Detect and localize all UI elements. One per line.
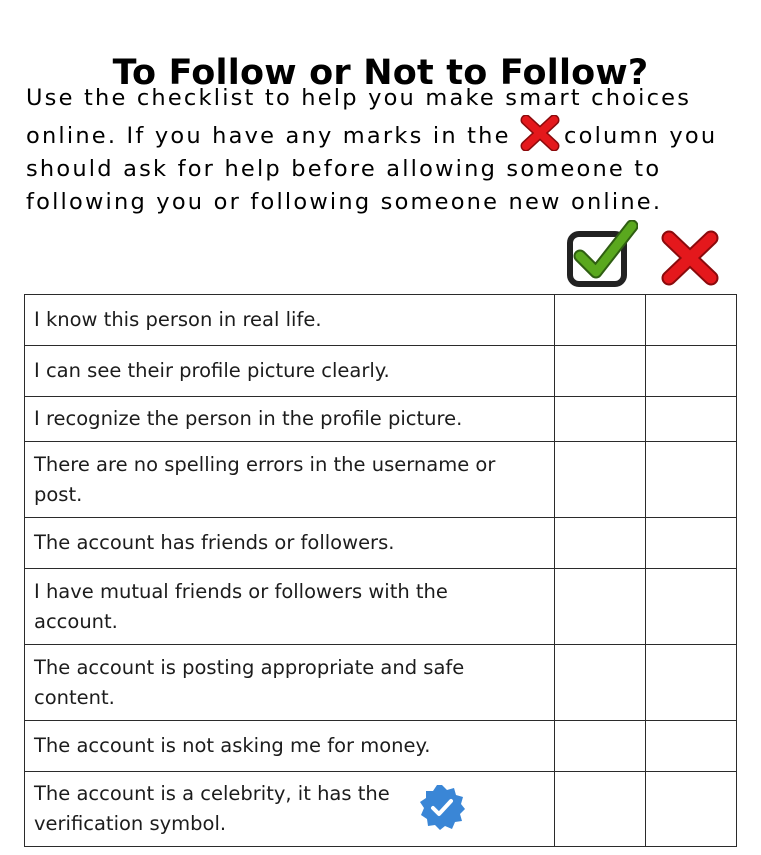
checklist-table: [24, 294, 737, 847]
table-row: [25, 645, 737, 721]
statement-text-line-1: There are no spelling errors in the username or: [34, 452, 496, 476]
yes-checkbox-cell[interactable]: [555, 518, 646, 569]
statement-text: I can see their profile picture clearly.: [34, 359, 390, 382]
statement-text-line-2: content.: [34, 685, 115, 709]
statement-cell: [25, 346, 555, 397]
yes-checkbox-cell[interactable]: [555, 397, 646, 442]
statement-text-line-2: verification symbol.: [34, 812, 227, 835]
statement-text: The account is not asking me for money.: [34, 734, 431, 757]
statement-text-line-2: post.: [34, 482, 83, 506]
intro-line-2: [26, 115, 756, 153]
verified-badge-icon: [418, 783, 466, 831]
yes-checkbox-cell[interactable]: [555, 346, 646, 397]
statement-text: I recognize the person in the profile picture.: [34, 407, 463, 430]
yes-checkbox-cell[interactable]: [555, 645, 646, 721]
table-row: [25, 772, 737, 847]
no-checkbox-cell[interactable]: [646, 295, 737, 346]
statement-cell: [25, 569, 555, 645]
yes-checkbox-cell[interactable]: [555, 295, 646, 346]
yes-checkbox-cell[interactable]: [555, 772, 646, 847]
statement-cell: [25, 772, 555, 847]
no-checkbox-cell[interactable]: [646, 442, 737, 518]
page-title: To Follow or Not to Follow?: [112, 53, 649, 94]
no-checkbox-cell[interactable]: [646, 645, 737, 721]
statement-text-line-1: The account is posting appropriate and safe: [34, 655, 465, 679]
statement-cell: [25, 721, 555, 772]
statement-text-line-1: The account is a celebrity, it has the: [34, 782, 390, 805]
no-checkbox-cell[interactable]: [646, 569, 737, 645]
table-row: [25, 442, 737, 518]
intro-line-3: should ask for help before allowing someone to: [26, 156, 662, 182]
statement-cell: [25, 645, 555, 721]
yes-checkbox-cell[interactable]: [555, 442, 646, 518]
intro-line-1: Use the checklist to help you make smart choices: [26, 85, 692, 111]
table-row: [25, 397, 737, 442]
table-row: [25, 518, 737, 569]
statement-cell: [25, 518, 555, 569]
statement-cell: [25, 397, 555, 442]
statement-text-line-1: I have mutual friends or followers with the: [34, 579, 448, 603]
no-checkbox-cell[interactable]: [646, 397, 737, 442]
statement-cell: [25, 442, 555, 518]
green-checkmark-icon: [566, 220, 638, 288]
statement-text: The account has friends or followers.: [34, 531, 395, 554]
no-checkbox-cell[interactable]: [646, 346, 737, 397]
yes-checkbox-cell[interactable]: [555, 569, 646, 645]
no-checkbox-cell[interactable]: [646, 772, 737, 847]
red-x-icon: [660, 230, 720, 286]
table-row: [25, 569, 737, 645]
no-checkbox-cell[interactable]: [646, 518, 737, 569]
intro-line-2-end: column you: [564, 123, 718, 149]
intro-line-4: following you or following someone new online.: [26, 189, 663, 215]
yes-checkbox-cell[interactable]: [555, 721, 646, 772]
intro-line-2-start: online. If you have any marks in the: [26, 123, 511, 149]
statement-text-line-2: account.: [34, 609, 118, 633]
statement-cell: [25, 295, 555, 346]
table-row: [25, 346, 737, 397]
table-row: [25, 295, 737, 346]
red-x-icon: [520, 115, 560, 151]
no-checkbox-cell[interactable]: [646, 721, 737, 772]
table-row: [25, 721, 737, 772]
intro-paragraph: [26, 82, 756, 219]
statement-text: I know this person in real life.: [34, 308, 322, 331]
